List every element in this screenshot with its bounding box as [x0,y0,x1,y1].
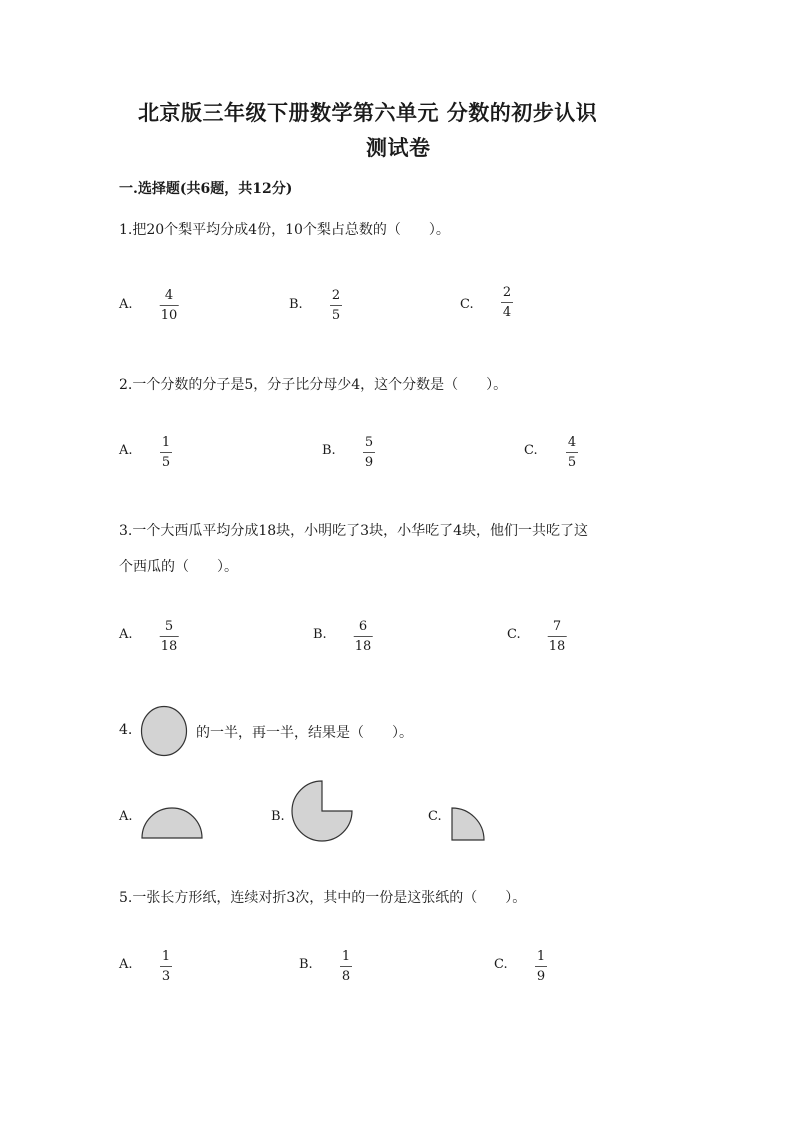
numerator: 2 [502,285,512,300]
q2-option-b-label[interactable]: B. [322,443,336,458]
page-title-line2: 测试卷 [366,135,431,160]
denominator: 5 [161,455,171,470]
fraction-bar [501,302,513,303]
numerator: 5 [164,619,174,634]
fraction-bar [566,452,578,453]
q3-option-a-label[interactable]: A. [119,627,133,642]
q5-option-c-label[interactable]: C. [494,957,508,972]
q4-option-a-label[interactable]: A. [119,809,133,824]
question-3-text-line2: 个西瓜的（ ）。 [119,559,238,575]
q1-option-a-label[interactable]: A. [119,297,133,312]
question-4-text: 的一半，再一半，结果是（ ）。 [196,725,413,741]
q4-option-b-three-quarter-circle-shape [291,780,355,844]
whole-circle-shape [140,705,188,757]
q4-option-b-label[interactable]: B. [271,809,285,824]
q4-option-a-half-circle-shape [140,806,204,840]
numerator: 4 [567,435,577,450]
question-3-text-line1: 3.一个大西瓜平均分成18块，小明吃了3块，小华吃了4块，他们一共吃了这 [119,523,588,539]
fraction-bar [340,966,352,967]
section-heading: 一.选择题(共6题，共12分) [119,181,293,197]
q1-option-a-fraction [160,289,179,323]
q2-option-a-label[interactable]: A. [119,443,133,458]
numerator: 1 [341,949,351,964]
numerator: 4 [164,288,174,303]
q5-option-b-fraction [340,950,352,984]
denominator: 8 [341,969,351,984]
denominator: 5 [331,308,341,323]
question-1-text: 1.把20个梨平均分成4份，10个梨占总数的（ ）。 [119,222,450,238]
q1-option-b-label[interactable]: B. [289,297,303,312]
q3-option-c-fraction [548,620,567,654]
question-2-text: 2.一个分数的分子是5，分子比分母少4，这个分数是（ ）。 [119,377,508,393]
q5-option-b-label[interactable]: B. [299,957,313,972]
circle-shape [142,707,187,756]
half-circle-shape [142,808,202,838]
numerator: 1 [161,435,171,450]
numerator: 5 [364,435,374,450]
denominator: 3 [161,969,171,984]
numerator: 2 [331,288,341,303]
fraction-bar [160,452,172,453]
q5-option-a-label[interactable]: A. [119,957,133,972]
denominator: 10 [160,308,178,323]
numerator: 1 [536,949,546,964]
q3-option-b-fraction [354,620,373,654]
q2-option-a-fraction [160,436,172,470]
fraction-bar [354,636,373,637]
denominator: 18 [548,639,566,654]
q4-option-c-label[interactable]: C. [428,809,442,824]
fraction-bar [535,966,547,967]
page-title-line1: 北京版三年级下册数学第六单元 分数的初步认识 [138,100,598,125]
three-quarter-circle-shape [292,781,352,841]
q1-option-b-fraction [330,289,342,323]
denominator: 5 [567,455,577,470]
numerator: 1 [161,949,171,964]
q5-option-c-fraction [535,950,547,984]
q5-option-a-fraction [160,950,172,984]
q1-option-c-fraction [501,286,513,320]
denominator: 9 [536,969,546,984]
q2-option-c-label[interactable]: C. [524,443,538,458]
fraction-bar [160,636,179,637]
fraction-bar [363,452,375,453]
question-4-number: 4. [119,722,133,738]
numerator: 7 [552,619,562,634]
q4-option-c-quarter-circle-shape [450,806,486,842]
denominator: 18 [160,639,178,654]
fraction-bar [548,636,567,637]
q2-option-c-fraction [566,436,578,470]
q3-option-a-fraction [160,620,179,654]
q3-option-b-label[interactable]: B. [313,627,327,642]
denominator: 18 [354,639,372,654]
q3-option-c-label[interactable]: C. [507,627,521,642]
fraction-bar [330,305,342,306]
quarter-circle-shape [452,808,484,840]
q1-option-c-label[interactable]: C. [460,297,474,312]
q2-option-b-fraction [363,436,375,470]
question-5-text: 5.一张长方形纸，连续对折3次，其中的一份是这张纸的（ ）。 [119,890,527,906]
denominator: 4 [502,305,512,320]
denominator: 9 [364,455,374,470]
fraction-bar [160,966,172,967]
numerator: 6 [358,619,368,634]
fraction-bar [160,305,179,306]
